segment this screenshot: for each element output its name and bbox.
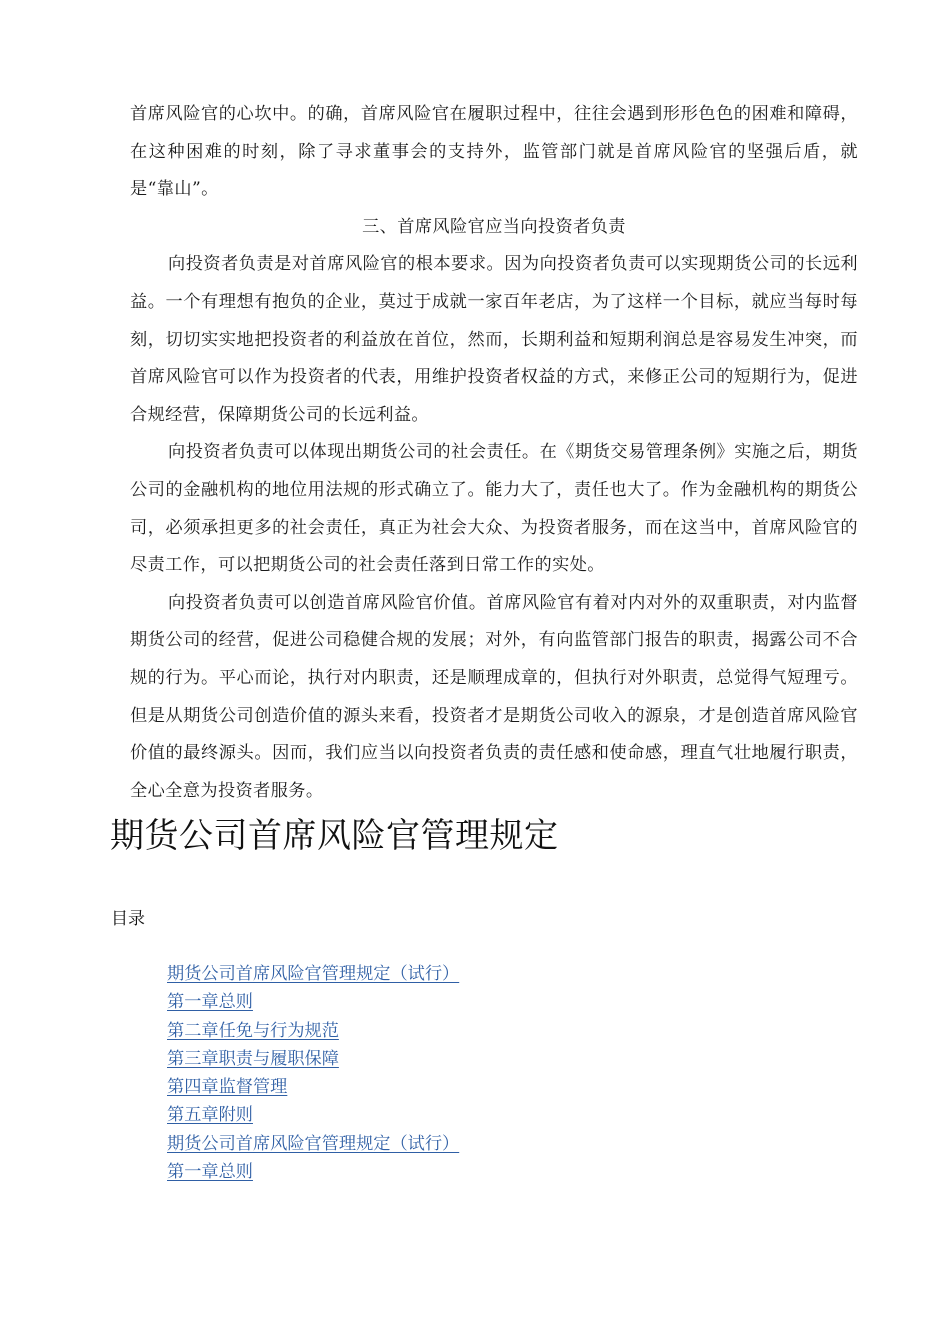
- toc-link-chapter-5[interactable]: 第五章附则: [167, 1105, 253, 1126]
- toc-item: [167, 1017, 459, 1045]
- toc-heading: 目录: [111, 909, 145, 929]
- continuation-paragraph: 首席风险官的心坎中。的确，首席风险官在履职过程中，往往会遇到形形色色的困难和障碍，在这种困难的时刻，除了寻求董事会的支持外，监管部门就是首席风险官的坚强后盾，就是“靠山”。: [130, 104, 858, 200]
- toc-link-chapter-3[interactable]: 第三章职责与履职保障: [167, 1048, 339, 1069]
- document-title: 期货公司首席风险官管理规定: [110, 816, 559, 856]
- toc-item: [167, 988, 459, 1016]
- toc-link-regulation-title[interactable]: 期货公司首席风险官管理规定（试行）: [167, 964, 460, 984]
- section-heading: 三、首席风险官应当向投资者负责: [362, 216, 626, 237]
- paragraph-3: 向投资者负责可以创造首席风险官价值。首席风险官有着对内对外的双重职责，对内监督期货公司的经营，促进公司稳健合规的发展；对外，有向监管部门报告的职责，揭露公司不合规的行为。平心而论，执行对内职责，还是顺理成章的，但执行对外职责，总觉得气短理亏。但是从期货公司创造价值的源头来看，投资者才是期货公司收入的源泉，才是创造首席风险官价值的最终源头。因而，我们应当以向投资者负责的责任感和使命感，理直气壮地履行职责，全心全意为投资者服务。: [130, 592, 858, 801]
- toc-link-regulation-title-2[interactable]: 期货公司首席风险官管理规定（试行）: [167, 1133, 460, 1154]
- toc-item: [167, 1101, 459, 1129]
- article-body: [130, 96, 858, 810]
- paragraph-2: 向投资者负责可以体现出期货公司的社会责任。在《期货交易管理条例》实施之后，期货公司的金融机构的地位用法规的形式确立了。能力大了，责任也大了。作为金融机构的期货公司，必须承担更多的社会责任，真正为社会大众、为投资者服务，而在这当中，首席风险官的尽责工作，可以把期货公司的社会责任落到日常工作的实处。: [130, 442, 858, 576]
- toc-link-chapter-1[interactable]: 第一章总则: [167, 992, 253, 1013]
- toc-item: [167, 1158, 459, 1186]
- toc-link-chapter-2[interactable]: 第二章任免与行为规范: [167, 1020, 339, 1041]
- paragraph-1: 向投资者负责是对首席风险官的根本要求。因为向投资者负责可以实现期货公司的长远利益。一个有理想有抱负的企业，莫过于成就一家百年老店，为了这样一个目标，就应当每时每刻，切切实实地把投资者的利益放在首位，然而，长期利益和短期利润总是容易发生冲突，而首席风险官可以作为投资者的代表，用维护投资者权益的方式，来修正公司的短期行为，促进合规经营，保障期货公司的长远利益。: [130, 254, 858, 425]
- toc-item: [167, 1130, 459, 1158]
- toc-item: [167, 960, 459, 988]
- toc-item: [167, 1073, 459, 1101]
- toc-link-chapter-1-2[interactable]: 第一章总则: [167, 1162, 253, 1183]
- toc-item: [167, 1045, 459, 1073]
- toc-link-chapter-4[interactable]: 第四章监督管理: [167, 1077, 288, 1098]
- table-of-contents: [167, 960, 459, 1186]
